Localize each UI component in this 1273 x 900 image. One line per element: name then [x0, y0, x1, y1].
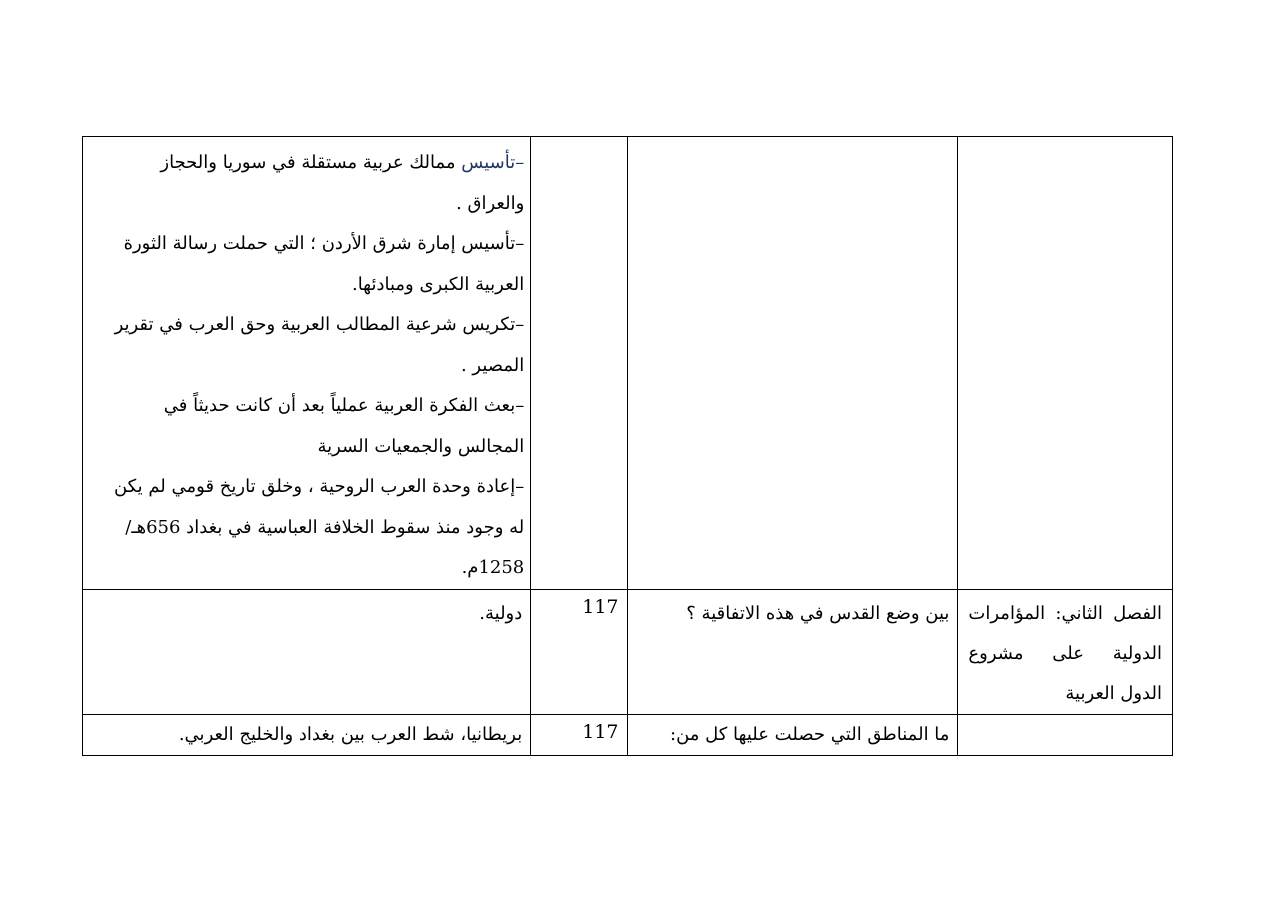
chapter-cell: [958, 714, 1173, 755]
answer-line: والعراق .: [456, 192, 525, 214]
answer-line: –بعث الفكرة العربية عملياً بعد أن كانت حديثاً في: [163, 395, 525, 416]
answer-line: 1258م.: [461, 557, 525, 578]
chapter-cell: الفصل الثاني: المؤامرات الدولية على مشروع الدول العربية: [958, 589, 1173, 714]
answer-accent-word: –تأسيس: [461, 152, 525, 173]
answer-text: [83, 137, 530, 589]
content-table: [82, 136, 1173, 756]
page-number-cell: [531, 137, 627, 590]
answer-line: –تكريس شرعية المطالب العربية وحق العرب في تقرير: [114, 314, 525, 335]
table-row: [83, 137, 1173, 590]
answer-line: –إعادة وحدة العرب الروحية ، وخلق تاريخ قومي لم يكن: [113, 476, 525, 497]
page-number-cell: 117: [531, 714, 627, 755]
answer-line: –تأسيس ممالك عربية مستقلة في سوريا والحجاز: [160, 152, 525, 173]
chapter-cell: [958, 137, 1173, 590]
question-cell: ما المناطق التي حصلت عليها كل من:: [627, 714, 958, 755]
table-row: [83, 589, 1173, 714]
answer-cell: بريطانيا، شط العرب بين بغداد والخليج العربي.: [83, 714, 531, 755]
answer-line: –تأسيس إمارة شرق الأردن ؛ التي حملت رسالة الثورة: [123, 233, 525, 254]
answer-line: العربية الكبرى ومبادئها.: [351, 273, 525, 295]
question-cell: بين وضع القدس في هذه الاتفاقية ؟: [627, 589, 958, 714]
answer-cell: دولية.: [83, 589, 531, 714]
answer-cell: [83, 137, 531, 590]
answer-line: المجالس والجمعيات السرية: [317, 435, 525, 457]
page-number-cell: 117: [531, 589, 627, 714]
answer-line: له وجود منذ سقوط الخلافة العباسية في بغداد 656هـ/: [125, 516, 525, 538]
answer-line: المصير .: [460, 354, 525, 376]
table-row: [83, 714, 1173, 755]
question-cell: [627, 137, 958, 590]
